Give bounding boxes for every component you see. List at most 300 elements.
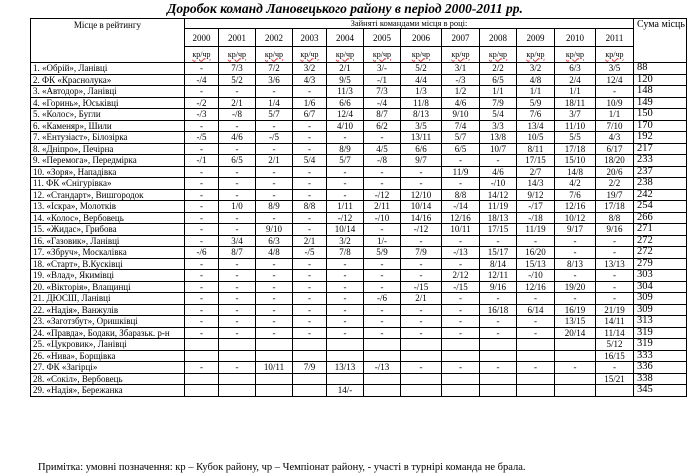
place-cell: 7/8 <box>327 247 364 259</box>
place-cell: 12/4 <box>327 109 364 121</box>
place-cell: - <box>327 178 364 190</box>
place-cell: 1/1 <box>555 86 596 98</box>
place-cell: - <box>293 120 327 132</box>
place-cell: 10/9 <box>596 97 634 109</box>
place-cell: - <box>219 189 256 201</box>
place-cell: - <box>442 304 480 316</box>
place-cell <box>256 373 293 385</box>
place-cell: 8/14 <box>480 258 517 270</box>
place-cell: - <box>185 201 219 213</box>
place-cell: - <box>293 143 327 155</box>
place-cell: -/4 <box>185 74 219 86</box>
place-cell: 5/9 <box>517 97 555 109</box>
team-name: 25. «Цукровик», Ланівці <box>31 339 185 351</box>
team-name: 27. ФК «Загірці» <box>31 362 185 374</box>
place-cell: 11/19 <box>517 224 555 236</box>
place-cell: 2/4 <box>555 74 596 86</box>
place-cell: - <box>256 120 293 132</box>
place-cell: - <box>327 132 364 144</box>
place-cell: - <box>596 270 634 282</box>
place-cell: - <box>219 178 256 190</box>
place-cell: 7/9 <box>293 362 327 374</box>
team-name: 10. «Зоря», Нападівка <box>31 166 185 178</box>
place-cell: 5/9 <box>364 247 401 259</box>
place-cell <box>480 373 517 385</box>
place-cell: 10/11 <box>256 362 293 374</box>
place-cell: - <box>256 143 293 155</box>
year-header: 2005 <box>364 29 401 47</box>
place-cell: 12/16 <box>517 281 555 293</box>
place-cell <box>555 385 596 397</box>
table-row <box>31 201 687 213</box>
place-cell: - <box>596 247 634 259</box>
place-cell: - <box>364 166 401 178</box>
place-cell: -/15 <box>401 281 442 293</box>
place-cell: 5/7 <box>442 132 480 144</box>
place-cell: 6/2 <box>364 120 401 132</box>
place-cell: 17/18 <box>555 143 596 155</box>
place-cell: 1/4 <box>256 97 293 109</box>
place-cell: - <box>555 247 596 259</box>
place-cell: 7/6 <box>555 189 596 201</box>
table-row <box>31 178 687 190</box>
place-cell: -/6 <box>185 247 219 259</box>
place-cell: - <box>219 120 256 132</box>
place-cell: 6/14 <box>517 304 555 316</box>
cup-championship-header: кр/чр <box>517 47 555 63</box>
place-cell <box>517 350 555 362</box>
place-cell: - <box>364 224 401 236</box>
team-name: 20. «Вікторія», Влащинці <box>31 281 185 293</box>
team-name: 14. «Колос», Вербовець <box>31 212 185 224</box>
place-cell: - <box>401 235 442 247</box>
place-cell: - <box>185 212 219 224</box>
place-cell: 2/12 <box>442 270 480 282</box>
place-cell: 1/11 <box>327 201 364 213</box>
ranking-table <box>30 18 687 397</box>
place-cell: -/14 <box>442 201 480 213</box>
place-cell: 14/11 <box>596 316 634 328</box>
cup-championship-header: кр/чр <box>293 47 327 63</box>
place-cell: 14/12 <box>480 189 517 201</box>
place-cell: 4/8 <box>517 74 555 86</box>
place-cell: 2/1 <box>293 235 327 247</box>
place-cell: - <box>293 258 327 270</box>
sum-cell: 192 <box>634 132 687 144</box>
team-name: 12. «Стандарт», Вишгородок <box>31 189 185 201</box>
place-cell: 2/7 <box>517 166 555 178</box>
place-cell <box>480 339 517 351</box>
table-row <box>31 281 687 293</box>
place-cell <box>401 350 442 362</box>
place-cell: - <box>293 224 327 236</box>
table-row <box>31 120 687 132</box>
place-cell: 3/5 <box>596 63 634 75</box>
cup-championship-header: кр/чр <box>219 47 256 63</box>
place-cell: -/5 <box>293 247 327 259</box>
place-cell: - <box>185 143 219 155</box>
place-cell: 8/13 <box>555 258 596 270</box>
place-cell: 5/2 <box>401 63 442 75</box>
place-cell: 2/1 <box>256 155 293 167</box>
place-cell <box>401 385 442 397</box>
place-cell: 3/2 <box>327 235 364 247</box>
place-cell: - <box>185 327 219 339</box>
team-name: 28. «Сокіл», Вербовець <box>31 373 185 385</box>
place-cell: - <box>327 189 364 201</box>
place-cell: 9/10 <box>442 109 480 121</box>
place-cell: 8/7 <box>219 247 256 259</box>
place-cell <box>293 373 327 385</box>
place-cell: 4/3 <box>596 132 634 144</box>
place-cell: - <box>185 63 219 75</box>
footnote: Примітка: умовні позначення: кр – Кубок району, чр – Чемпіонат району, - участі в турнірі команда не брала. <box>38 462 526 473</box>
team-name: 13. «Іскра», Молотків <box>31 201 185 213</box>
sum-cell: 237 <box>634 166 687 178</box>
cup-championship-header: кр/чр <box>442 47 480 63</box>
place-cell: 20/6 <box>596 166 634 178</box>
table-row <box>31 132 687 144</box>
place-cell: - <box>596 293 634 305</box>
place-cell: 8/11 <box>517 143 555 155</box>
place-cell: - <box>327 258 364 270</box>
year-header: 2008 <box>480 29 517 47</box>
place-cell: - <box>442 293 480 305</box>
table-row <box>31 143 687 155</box>
place-cell: - <box>185 166 219 178</box>
place-cell: 11/10 <box>555 120 596 132</box>
place-cell <box>364 339 401 351</box>
sum-cell: 336 <box>634 362 687 374</box>
sum-header: Сума місць <box>634 19 687 63</box>
place-cell: 3/3 <box>480 120 517 132</box>
place-cell: - <box>219 281 256 293</box>
cup-championship-header: кр/чр <box>256 47 293 63</box>
place-cell: -/6 <box>364 293 401 305</box>
place-cell: - <box>442 258 480 270</box>
table-row <box>31 304 687 316</box>
place-cell: 12/11 <box>480 270 517 282</box>
place-cell: - <box>364 327 401 339</box>
place-cell: 1/1 <box>517 86 555 98</box>
sum-cell: 233 <box>634 155 687 167</box>
place-cell: 10/7 <box>480 143 517 155</box>
place-cell: - <box>293 281 327 293</box>
place-cell: - <box>480 316 517 328</box>
place-cell: - <box>185 293 219 305</box>
place-cell: - <box>185 304 219 316</box>
place-cell <box>185 373 219 385</box>
table-row <box>31 212 687 224</box>
place-cell: 19/20 <box>555 281 596 293</box>
place-cell: - <box>219 224 256 236</box>
place-cell: - <box>185 235 219 247</box>
table-row <box>31 350 687 362</box>
place-cell: 2/11 <box>364 201 401 213</box>
place-cell: - <box>293 212 327 224</box>
team-name: 26. «Нива», Борщівка <box>31 350 185 362</box>
year-header: 2006 <box>401 29 442 47</box>
place-cell: 1/1 <box>596 109 634 121</box>
table-row <box>31 327 687 339</box>
place-cell: 14/- <box>327 385 364 397</box>
place-cell: - <box>401 258 442 270</box>
place-cell: -/10 <box>517 270 555 282</box>
place-cell: - <box>293 86 327 98</box>
place-cell: 9/7 <box>401 155 442 167</box>
place-cell: - <box>364 258 401 270</box>
place-cell: -/3 <box>442 74 480 86</box>
sum-cell: 272 <box>634 235 687 247</box>
place-cell: 2/2 <box>596 178 634 190</box>
place-cell: - <box>517 293 555 305</box>
place-cell: - <box>480 327 517 339</box>
sum-cell: 254 <box>634 201 687 213</box>
place-cell: 1/3 <box>401 86 442 98</box>
place-cell: 8/8 <box>442 189 480 201</box>
place-cell: - <box>401 270 442 282</box>
sum-cell: 309 <box>634 304 687 316</box>
place-cell: 17/18 <box>596 201 634 213</box>
place-cell: 8/13 <box>401 109 442 121</box>
team-name: 23. «Заготзбут», Оришківці <box>31 316 185 328</box>
place-cell: 9/12 <box>517 189 555 201</box>
place-cell: 6/3 <box>256 235 293 247</box>
place-cell: - <box>219 143 256 155</box>
place-cell: -/12 <box>364 189 401 201</box>
place-cell: 8/8 <box>293 201 327 213</box>
year-header: 2007 <box>442 29 480 47</box>
place-cell: 9/16 <box>480 281 517 293</box>
place-cell: 2/1 <box>327 63 364 75</box>
place-cell: - <box>364 304 401 316</box>
place-cell: 17/15 <box>480 224 517 236</box>
place-cell: - <box>364 270 401 282</box>
team-name: 18. «Старт», В.Кусківці <box>31 258 185 270</box>
place-cell: 1/2 <box>442 86 480 98</box>
place-cell: - <box>293 178 327 190</box>
year-header: 2004 <box>327 29 364 47</box>
place-cell <box>327 350 364 362</box>
place-cell: 7/6 <box>517 109 555 121</box>
place-cell: - <box>401 178 442 190</box>
sum-cell: 279 <box>634 258 687 270</box>
place-cell: 18/20 <box>596 155 634 167</box>
place-cell <box>364 385 401 397</box>
place-cell <box>256 339 293 351</box>
team-name: 16. «Газовик», Ланівці <box>31 235 185 247</box>
sum-cell: 319 <box>634 327 687 339</box>
place-cell: - <box>596 281 634 293</box>
place-cell: 10/5 <box>517 132 555 144</box>
place-cell: 4/10 <box>327 120 364 132</box>
place-cell: 3/1 <box>442 63 480 75</box>
place-cell <box>442 350 480 362</box>
place-cell <box>256 350 293 362</box>
place-cell: - <box>327 270 364 282</box>
place-cell: -/5 <box>256 132 293 144</box>
team-name: 17. «Збруч», Москалівка <box>31 247 185 259</box>
place-cell: - <box>401 304 442 316</box>
place-cell: - <box>293 327 327 339</box>
table-row <box>31 74 687 86</box>
team-name: 2. ФК «Краснолука» <box>31 74 185 86</box>
place-cell: - <box>256 189 293 201</box>
place-cell: 15/10 <box>555 155 596 167</box>
place-cell: - <box>442 178 480 190</box>
sum-cell: 170 <box>634 120 687 132</box>
year-header: 2003 <box>293 29 327 47</box>
place-cell: - <box>555 293 596 305</box>
place-cell: 13/13 <box>596 258 634 270</box>
place-cell: 2/1 <box>219 97 256 109</box>
place-cell: 12/16 <box>555 201 596 213</box>
place-cell: 18/13 <box>480 212 517 224</box>
place-cell: -/10 <box>364 212 401 224</box>
place-cell <box>185 339 219 351</box>
place-cell: 16/20 <box>517 247 555 259</box>
place-cell <box>219 339 256 351</box>
place-cell <box>480 385 517 397</box>
place-cell: 10/14 <box>327 224 364 236</box>
place-cell: - <box>480 362 517 374</box>
sum-cell: 345 <box>634 385 687 397</box>
place-cell: 11/9 <box>442 166 480 178</box>
team-name: 29. «Надія», Бережанка <box>31 385 185 397</box>
place-cell: - <box>293 293 327 305</box>
place-cell: - <box>185 224 219 236</box>
table-row <box>31 247 687 259</box>
place-cell: 8/7 <box>364 109 401 121</box>
place-cell: - <box>256 304 293 316</box>
place-cell: - <box>185 281 219 293</box>
place-cell <box>364 350 401 362</box>
place-cell <box>256 385 293 397</box>
place-cell: 9/5 <box>327 74 364 86</box>
place-cell: - <box>442 327 480 339</box>
team-name: 6. «Каменяр», Шили <box>31 120 185 132</box>
cup-championship-header: кр/чр <box>364 47 401 63</box>
cup-championship-header: кр/чр <box>480 47 517 63</box>
sum-cell: 120 <box>634 74 687 86</box>
place-cell: - <box>219 212 256 224</box>
place-cell: - <box>293 316 327 328</box>
cup-championship-header: кр/чр <box>327 47 364 63</box>
place-cell: 11/8 <box>401 97 442 109</box>
place-cell <box>596 385 634 397</box>
place-cell: - <box>219 327 256 339</box>
place-cell: - <box>555 270 596 282</box>
page-title: Доробок команд Лановецького району в період 2000-2011 рр. <box>167 1 523 16</box>
place-cell: - <box>256 212 293 224</box>
place-cell: - <box>256 258 293 270</box>
place-cell: 1/0 <box>219 201 256 213</box>
place-cell: -/12 <box>401 224 442 236</box>
place-cell: - <box>256 166 293 178</box>
sum-cell: 304 <box>634 281 687 293</box>
occupied-header: Зайняті командами місця в році: <box>185 19 634 29</box>
place-cell: - <box>185 270 219 282</box>
sum-cell: 271 <box>634 224 687 236</box>
place-cell: 4/5 <box>364 143 401 155</box>
cup-championship-header: кр/чр <box>401 47 442 63</box>
table-row <box>31 97 687 109</box>
place-cell <box>517 373 555 385</box>
place-cell: 4/6 <box>219 132 256 144</box>
place-cell: 14/3 <box>517 178 555 190</box>
place-cell: 4/8 <box>256 247 293 259</box>
place-cell: 11/14 <box>596 327 634 339</box>
place-cell <box>293 350 327 362</box>
place-cell: 8/9 <box>256 201 293 213</box>
place-cell: -/13 <box>364 362 401 374</box>
place-cell: - <box>442 362 480 374</box>
place-cell <box>293 385 327 397</box>
place-cell: - <box>293 132 327 144</box>
team-name: 9. «Перемога», Передмірка <box>31 155 185 167</box>
place-cell: 1/6 <box>293 97 327 109</box>
team-name: 7. «Ентузіаст», Білозірка <box>31 132 185 144</box>
sum-cell: 150 <box>634 109 687 121</box>
place-cell: 13/15 <box>555 316 596 328</box>
place-cell: - <box>364 132 401 144</box>
place-cell: -/5 <box>185 132 219 144</box>
place-cell: - <box>555 235 596 247</box>
cup-championship-header: кр/чр <box>185 47 219 63</box>
place-cell: 19/7 <box>596 189 634 201</box>
place-cell: 16/18 <box>480 304 517 316</box>
place-cell: 4/2 <box>555 178 596 190</box>
place-cell: 5/2 <box>219 74 256 86</box>
place-cell: 3/2 <box>517 63 555 75</box>
place-cell: 15/21 <box>596 373 634 385</box>
place-cell: - <box>364 281 401 293</box>
place-cell: 2/1 <box>401 293 442 305</box>
place-cell: 16/19 <box>555 304 596 316</box>
place-cell <box>442 385 480 397</box>
place-cell: 7/3 <box>364 86 401 98</box>
place-cell: -/10 <box>480 178 517 190</box>
team-name: 5. «Колос», Бугли <box>31 109 185 121</box>
place-header: Місце в рейтингу <box>31 19 185 63</box>
place-cell: - <box>293 166 327 178</box>
place-cell: 5/12 <box>596 339 634 351</box>
place-cell: 14/8 <box>555 166 596 178</box>
place-cell: - <box>442 155 480 167</box>
place-cell: - <box>442 316 480 328</box>
team-name: 15. «Жидас», Грибова <box>31 224 185 236</box>
team-name: 22. «Надія», Ванжулів <box>31 304 185 316</box>
place-cell <box>293 339 327 351</box>
place-cell <box>555 373 596 385</box>
table-row <box>31 109 687 121</box>
place-cell: 7/3 <box>219 63 256 75</box>
place-cell <box>555 350 596 362</box>
sum-cell: 272 <box>634 247 687 259</box>
place-cell: 6/6 <box>401 143 442 155</box>
place-cell: 3/2 <box>293 63 327 75</box>
place-cell: 11/19 <box>480 201 517 213</box>
place-cell: 15/17 <box>480 247 517 259</box>
place-cell: 14/16 <box>401 212 442 224</box>
place-cell: - <box>219 258 256 270</box>
place-cell: - <box>480 155 517 167</box>
team-name: 11. ФК «Снігурівка» <box>31 178 185 190</box>
place-cell: 2/2 <box>480 63 517 75</box>
place-cell: 10/14 <box>401 201 442 213</box>
place-cell: -/8 <box>364 155 401 167</box>
place-cell <box>219 350 256 362</box>
